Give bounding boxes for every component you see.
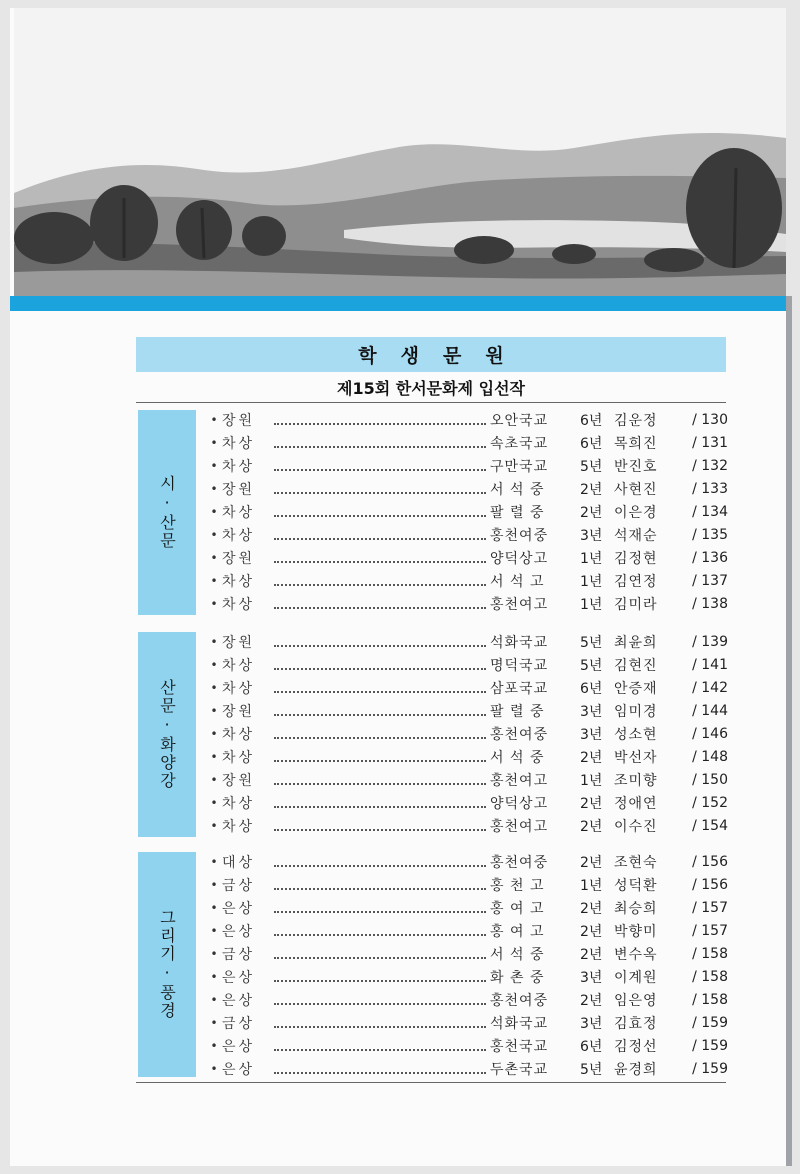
dot-leader	[274, 584, 486, 586]
student-name: 이계원	[614, 969, 658, 986]
grade: 2년	[580, 818, 603, 835]
section-label-text: 시·산문	[157, 475, 177, 550]
school-name: 석화국교	[490, 634, 549, 651]
grade: 5년	[580, 634, 603, 651]
school-name: 화 촌 중	[490, 969, 545, 986]
school-name: 삼포국교	[490, 680, 549, 697]
dot-leader	[274, 957, 486, 959]
grade: 1년	[580, 573, 603, 590]
dot-leader	[274, 783, 486, 785]
bullet-icon: •	[210, 1015, 218, 1030]
student-name: 사현진	[614, 481, 658, 498]
grade: 2년	[580, 749, 603, 766]
page-number: / 146	[692, 725, 728, 742]
page-number: / 158	[692, 991, 728, 1008]
student-name: 정애연	[614, 795, 658, 812]
student-name: 김효정	[614, 1015, 658, 1032]
bullet-icon: •	[210, 772, 218, 787]
grade: 6년	[580, 412, 603, 429]
page-number: / 138	[692, 595, 728, 612]
grade: 2년	[580, 854, 603, 871]
school-name: 홍천여중	[490, 726, 549, 743]
page-subtitle: 제15회 한서문화제 입선작	[337, 379, 525, 398]
bullet-icon: •	[210, 680, 218, 695]
award-label: 차상	[222, 795, 256, 812]
award-label: 차상	[222, 680, 256, 697]
grade: 1년	[580, 772, 603, 789]
bullet-icon: •	[210, 969, 218, 984]
bullet-icon: •	[210, 435, 218, 450]
page-number: / 142	[692, 679, 728, 696]
list-item	[206, 477, 728, 500]
grade: 5년	[580, 657, 603, 674]
bullet-icon: •	[210, 1038, 218, 1053]
student-name: 이은경	[614, 504, 658, 521]
award-label: 차상	[222, 504, 256, 521]
list-item	[206, 592, 728, 615]
grade: 2년	[580, 481, 603, 498]
page-number: / 131	[692, 434, 728, 451]
student-name: 김정현	[614, 550, 658, 567]
page-number: / 141	[692, 656, 728, 673]
student-name: 김미라	[614, 596, 658, 613]
section-label-text: 산문·화양강	[157, 679, 177, 790]
list-item	[206, 676, 728, 699]
school-name: 홍천여고	[490, 772, 549, 789]
dot-leader	[274, 561, 486, 563]
award-label: 은상	[222, 992, 256, 1009]
award-label: 금상	[222, 946, 256, 963]
list-item	[206, 546, 728, 569]
grade: 2년	[580, 946, 603, 963]
award-label: 금상	[222, 877, 256, 894]
list-item	[206, 431, 728, 454]
dot-leader	[274, 515, 486, 517]
award-label: 차상	[222, 458, 256, 475]
page-number: / 152	[692, 794, 728, 811]
dot-leader	[274, 888, 486, 890]
student-name: 김정선	[614, 1038, 658, 1055]
school-name: 서 석 중	[490, 749, 545, 766]
list-item	[206, 791, 728, 814]
bullet-icon: •	[210, 818, 218, 833]
award-label: 차상	[222, 749, 256, 766]
page-number: / 157	[692, 899, 728, 916]
student-name: 윤경희	[614, 1061, 658, 1078]
school-name: 팔 렬 중	[490, 703, 545, 720]
grade: 2년	[580, 900, 603, 917]
dot-leader	[274, 737, 486, 739]
award-label: 은상	[222, 923, 256, 940]
list-item	[206, 569, 728, 592]
student-name: 안증재	[614, 680, 658, 697]
student-name: 성덕환	[614, 877, 658, 894]
list-item	[206, 745, 728, 768]
dot-leader	[274, 668, 486, 670]
award-label: 은상	[222, 1038, 256, 1055]
page-number: / 156	[692, 876, 728, 893]
school-name: 홍천여중	[490, 527, 549, 544]
bullet-icon: •	[210, 596, 218, 611]
school-name: 홍천여중	[490, 992, 549, 1009]
school-name: 양덕상고	[490, 795, 549, 812]
student-name: 반진호	[614, 458, 658, 475]
dot-leader	[274, 446, 486, 448]
student-name: 변수옥	[614, 946, 658, 963]
school-name: 팔 렬 중	[490, 504, 545, 521]
school-name: 구만국교	[490, 458, 549, 475]
dot-leader	[274, 1003, 486, 1005]
student-name: 성소현	[614, 726, 658, 743]
dot-leader	[274, 865, 486, 867]
dot-leader	[274, 607, 486, 609]
grade: 2년	[580, 504, 603, 521]
dot-leader	[274, 1049, 486, 1051]
section-label-prose	[138, 632, 196, 837]
award-label: 장원	[222, 481, 256, 498]
dot-leader	[274, 934, 486, 936]
page-number: / 135	[692, 526, 728, 543]
student-name: 김운정	[614, 412, 658, 429]
school-name: 양덕상고	[490, 550, 549, 567]
award-label: 차상	[222, 527, 256, 544]
school-name: 홍 여 고	[490, 923, 545, 940]
page-number: / 132	[692, 457, 728, 474]
student-name: 이수진	[614, 818, 658, 835]
school-name: 석화국교	[490, 1015, 549, 1032]
school-name: 서 석 고	[490, 573, 545, 590]
page-number: / 154	[692, 817, 728, 834]
bullet-icon: •	[210, 703, 218, 718]
bullet-icon: •	[210, 481, 218, 496]
student-name: 박선자	[614, 749, 658, 766]
list-item	[206, 1034, 728, 1057]
bullet-icon: •	[210, 550, 218, 565]
page-number: / 156	[692, 853, 728, 870]
student-name: 임은영	[614, 992, 658, 1009]
list-item	[206, 699, 728, 722]
school-name: 홍천여고	[490, 596, 549, 613]
award-label: 차상	[222, 726, 256, 743]
student-name: 박향미	[614, 923, 658, 940]
award-label: 차상	[222, 596, 256, 613]
bullet-icon: •	[210, 1061, 218, 1076]
award-label: 장원	[222, 703, 256, 720]
grade: 3년	[580, 726, 603, 743]
list-item	[206, 500, 728, 523]
list-item	[206, 873, 728, 896]
award-label: 차상	[222, 573, 256, 590]
school-name: 속초국교	[490, 435, 549, 452]
student-name: 김현진	[614, 657, 658, 674]
grade: 2년	[580, 992, 603, 1009]
student-name: 조미향	[614, 772, 658, 789]
school-name: 홍 여 고	[490, 900, 545, 917]
bullet-icon: •	[210, 795, 218, 810]
bullet-icon: •	[210, 412, 218, 427]
page-number: / 148	[692, 748, 728, 765]
page-number: / 158	[692, 968, 728, 985]
page-number: / 158	[692, 945, 728, 962]
award-label: 장원	[222, 634, 256, 651]
grade: 6년	[580, 1038, 603, 1055]
bullet-icon: •	[210, 923, 218, 938]
school-name: 홍천여고	[490, 818, 549, 835]
dot-leader	[274, 423, 486, 425]
dot-leader	[274, 645, 486, 647]
landscape-sketch-illustration	[14, 8, 786, 300]
bullet-icon: •	[210, 634, 218, 649]
grade: 3년	[580, 527, 603, 544]
page-title: 학생문원	[358, 345, 528, 367]
bullet-icon: •	[210, 992, 218, 1007]
dot-leader	[274, 714, 486, 716]
student-name: 목희진	[614, 435, 658, 452]
section-banner	[136, 337, 726, 372]
award-label: 차상	[222, 657, 256, 674]
student-name: 최윤희	[614, 634, 658, 651]
dot-leader	[274, 980, 486, 982]
list-item	[206, 1057, 728, 1080]
award-label: 대상	[222, 854, 256, 871]
bullet-icon: •	[210, 657, 218, 672]
dot-leader	[274, 911, 486, 913]
school-name: 두촌국교	[490, 1061, 549, 1078]
list-item	[206, 653, 728, 676]
list-item	[206, 408, 728, 431]
school-name: 홍 천 고	[490, 877, 545, 894]
grade: 6년	[580, 680, 603, 697]
grade: 1년	[580, 550, 603, 567]
page-number: / 150	[692, 771, 728, 788]
award-label: 차상	[222, 435, 256, 452]
list-item	[206, 722, 728, 745]
page-number: / 133	[692, 480, 728, 497]
student-name: 조현숙	[614, 854, 658, 871]
student-name: 석재순	[614, 527, 658, 544]
student-name: 최승희	[614, 900, 658, 917]
list-item	[206, 942, 728, 965]
dot-leader	[274, 469, 486, 471]
page-number: / 137	[692, 572, 728, 589]
grade: 3년	[580, 969, 603, 986]
dot-leader	[274, 1026, 486, 1028]
page-number: / 136	[692, 549, 728, 566]
page-number: / 134	[692, 503, 728, 520]
grade: 3년	[580, 703, 603, 720]
bullet-icon: •	[210, 854, 218, 869]
list-item	[206, 523, 728, 546]
grade: 6년	[580, 435, 603, 452]
list-item	[206, 988, 728, 1011]
section-label-text: 그리기·풍경	[157, 909, 177, 1020]
grade: 2년	[580, 923, 603, 940]
page-number: / 144	[692, 702, 728, 719]
school-name: 오안국교	[490, 412, 549, 429]
grade: 3년	[580, 1015, 603, 1032]
page-edge-shadow	[786, 296, 792, 1166]
dot-leader	[274, 829, 486, 831]
award-label: 장원	[222, 772, 256, 789]
bullet-icon: •	[210, 749, 218, 764]
list-item	[206, 896, 728, 919]
list-item	[206, 850, 728, 873]
bullet-icon: •	[210, 573, 218, 588]
student-name: 김연정	[614, 573, 658, 590]
blue-header-strip	[10, 296, 786, 311]
dot-leader	[274, 760, 486, 762]
bullet-icon: •	[210, 877, 218, 892]
school-name: 명덕국교	[490, 657, 549, 674]
dot-leader	[274, 691, 486, 693]
bullet-icon: •	[210, 458, 218, 473]
dot-leader	[274, 1072, 486, 1074]
bullet-icon: •	[210, 946, 218, 961]
dot-leader	[274, 538, 486, 540]
bottom-divider	[136, 1082, 726, 1083]
award-label: 차상	[222, 818, 256, 835]
bullet-icon: •	[210, 900, 218, 915]
award-label: 은상	[222, 1061, 256, 1078]
school-name: 서 석 중	[490, 946, 545, 963]
list-item	[206, 919, 728, 942]
award-label: 장원	[222, 412, 256, 429]
page-number: / 139	[692, 633, 728, 650]
dot-leader	[274, 492, 486, 494]
award-label: 장원	[222, 550, 256, 567]
page-number: / 159	[692, 1037, 728, 1054]
award-label: 금상	[222, 1015, 256, 1032]
section-label-poetry	[138, 410, 196, 615]
list-item	[206, 768, 728, 791]
school-name: 홍천국교	[490, 1038, 549, 1055]
award-label: 은상	[222, 900, 256, 917]
list-item	[206, 454, 728, 477]
grade: 5년	[580, 458, 603, 475]
bullet-icon: •	[210, 726, 218, 741]
page-number: / 130	[692, 411, 728, 428]
section-label-drawing	[138, 852, 196, 1077]
list-item	[206, 1011, 728, 1034]
page-number: / 159	[692, 1060, 728, 1077]
top-divider	[136, 402, 726, 403]
dot-leader	[274, 806, 486, 808]
list-item	[206, 965, 728, 988]
student-name: 임미경	[614, 703, 658, 720]
page-number: / 157	[692, 922, 728, 939]
school-name: 서 석 중	[490, 481, 545, 498]
grade: 1년	[580, 877, 603, 894]
list-item	[206, 814, 728, 837]
grade: 2년	[580, 795, 603, 812]
list-item	[206, 630, 728, 653]
page-number: / 159	[692, 1014, 728, 1031]
school-name: 홍천여중	[490, 854, 549, 871]
grade: 1년	[580, 596, 603, 613]
bullet-icon: •	[210, 504, 218, 519]
grade: 5년	[580, 1061, 603, 1078]
bullet-icon: •	[210, 527, 218, 542]
award-label: 은상	[222, 969, 256, 986]
